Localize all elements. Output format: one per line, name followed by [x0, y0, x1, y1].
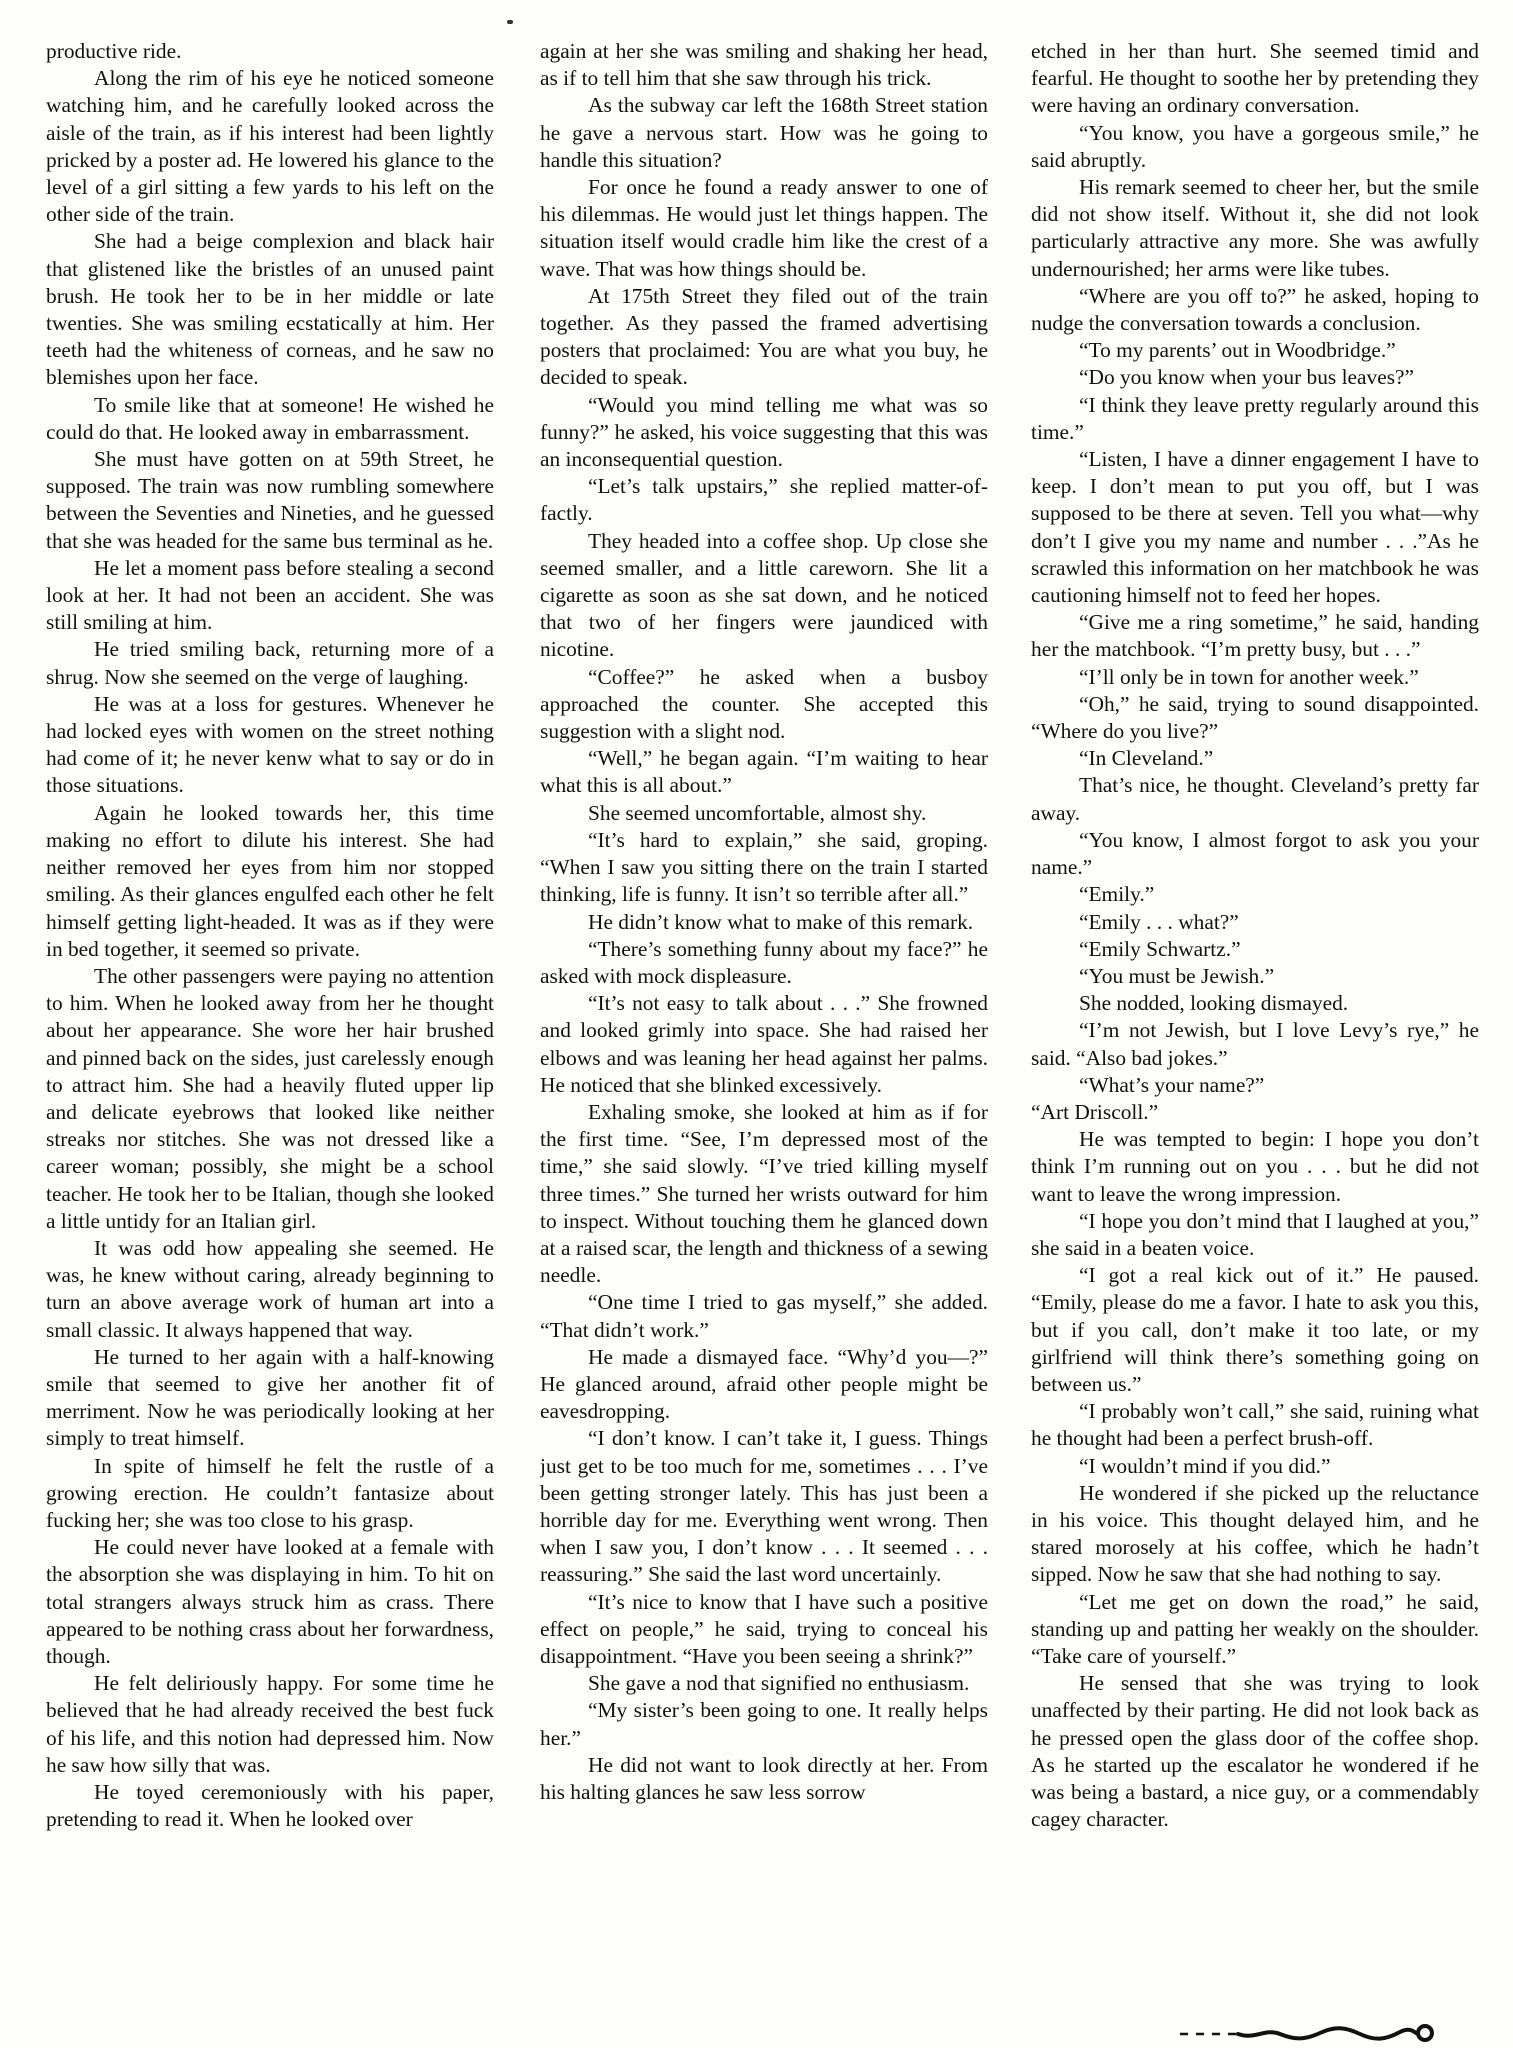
paragraph: “I probably won’t call,” she said, ruining what he thought had been a perfect brush-off. [1031, 1399, 1479, 1451]
paragraph: He made a dismayed face. “Why’d you—?” He glanced around, afraid other people might be eavesdropping. [540, 1344, 988, 1424]
paragraph: He wondered if she picked up the reluctance in his voice. This thought delayed him, and he stared morosely at his coffee, which he hadn’t sipped. Now he saw that she had nothing to say. [1031, 1480, 1479, 1587]
paragraph: “In Cleveland.” [1079, 746, 1214, 771]
paragraph: “Emily . . . what?” [1079, 909, 1239, 934]
paragraph: He let a moment pass before stealing a second look at her. It had not been an accident. She was still smiling at him. [46, 555, 494, 635]
paragraph: “It’s not easy to talk about . . .” She frowned and looked grimly into space. She had raised her elbows and was leaning her head against her palms. He noticed that she blinked excessively. [540, 991, 988, 1097]
paragraph: “I’m not Jewish, but I love Levy’s rye,” he said. “Also bad jokes.” [1031, 1018, 1479, 1070]
paragraph: “I don’t know. I can’t take it, I guess. Things just get to be too much for me, sometimes . . . I’ve been getting stronger lately. This has just been a horrible day for me. Everything went wrong. Then when I saw you, I don’t know . . . It seemed . . . reassuring.” She said the last word uncertainly. [540, 1426, 988, 1587]
paragraph: “Let me get on down the road,” he said, standing up and patting her weakly on the shoulder. “Take care of yourself.” [1031, 1589, 1479, 1668]
paragraph: She gave a nod that signified no enthusiasm. [588, 1671, 970, 1696]
paragraph: “It’s nice to know that I have such a positive effect on people,” he said, trying to conceal his disappointment. “Have you been seeing a shrink?” [540, 1589, 988, 1668]
text-column-1 [46, 38, 494, 2028]
paragraph: He turned to her again with a half-knowing smile that seemed to give her another fit of merriment. Now he was periodically looking at her simply to treat himself. [46, 1344, 494, 1451]
paragraph: productive ride. [46, 39, 182, 63]
paragraph: “Emily.” [1079, 882, 1155, 907]
paragraph: He sensed that she was trying to look unaffected by their parting. He did not look back as he pressed open the glass door of the coffee shop. As he started up the escalator he wondered if he was being a bastard, a nice guy, or a commendably cagey character. [1031, 1671, 1479, 1832]
paragraph: “Emily Schwartz.” [1079, 936, 1241, 961]
paragraph: “I’ll only be in town for another week.” [1079, 664, 1419, 689]
text-column-3 [1031, 38, 1479, 2028]
paragraph: “Well,” he began again. “I’m waiting to hear what this is all about.” [540, 746, 988, 798]
paragraph: He was tempted to begin: I hope you don’t think I’m running out on you . . . but he did not want to leave the wrong impression. [1031, 1127, 1479, 1206]
paragraph: “It’s hard to explain,” she said, groping. “When I saw you sitting there on the train I started thinking, life is funny. It isn’t so terrible after all.” [540, 827, 988, 907]
paragraph: He could never have looked at a female with the absorption she was displaying in him. To hit on total strangers always struck him as crass. There appeared to be nothing crass about her forwardness, though. [46, 1535, 494, 1668]
ink-speck [507, 20, 513, 24]
paragraph: She must have gotten on at 59th Street, he supposed. The train was now rumbling somewhere between the Seventies and Nineties, and he guessed that she was headed for the same bus terminal as he. [46, 447, 494, 553]
paragraph: again at her she was smiling and shaking her head, as if to tell him that she saw through his trick. [540, 39, 988, 91]
paragraph: “To my parents’ out in Woodbridge.” [1079, 338, 1396, 363]
paragraph: “There’s something funny about my face?” he asked with mock displeasure. [540, 936, 988, 988]
paragraph: He did not want to look directly at her. From his halting glances he saw less sorrow [540, 1752, 988, 1804]
paragraph: etched in her than hurt. She seemed timid and fearful. He thought to soothe her by pretending they were having an ordinary conversation. [1031, 39, 1479, 118]
paragraph: “What’s your name?” [1079, 1072, 1265, 1097]
paragraph: It was odd how appealing she seemed. He was, he knew without caring, already beginning to turn an above average work of human art into a small classic. It always happened that way. [46, 1235, 494, 1342]
paragraph: “Do you know when your bus leaves?” [1079, 365, 1415, 390]
paragraph: “Would you mind telling me what was so funny?” he asked, his voice suggesting that this was an inconsequential question. [540, 392, 988, 472]
paragraph: As the subway car left the 168th Street station he gave a nervous start. How was he going to handle this situation? [540, 93, 988, 172]
paragraph: “You must be Jewish.” [1079, 963, 1275, 988]
paragraph: “You know, I almost forgot to ask you your name.” [1031, 827, 1479, 880]
paragraph: “I got a real kick out of it.” He paused. “Emily, please do me a favor. I hate to ask you this, but if you call, don’t make it too late, or my girlfriend will think there’s something going on between us.” [1031, 1263, 1479, 1396]
paragraph: “Give me a ring sometime,” he said, handing her the matchbook. “I’m pretty busy, but . . .” [1031, 610, 1479, 662]
paragraph: She nodded, looking dismayed. [1079, 991, 1349, 1016]
paragraph: “Coffee?” he asked when a busboy approached the counter. She accepted this suggestion with a slight nod. [540, 664, 988, 744]
paragraph: He tried smiling back, returning more of a shrug. Now she seemed on the verge of laughing. [46, 637, 494, 689]
end-of-story-squiggle-icon [1180, 2018, 1480, 2048]
paragraph: “I hope you don’t mind that I laughed at you,” she said in a beaten voice. [1031, 1208, 1479, 1260]
paragraph: “Listen, I have a dinner engagement I have to keep. I don’t mean to put you off, but I was supposed to be there at seven. Tell you what—why don’t I give you my name and number . . .”As he scrawled this information on her matchbook he was cautioning himself not to feed her hopes. [1031, 447, 1479, 608]
paragraph: “Let’s talk upstairs,” she replied matter-of-factly. [540, 474, 988, 526]
paragraph: His remark seemed to cheer her, but the smile did not show itself. Without it, she did not look particularly attractive any more. She was awfully undernourished; her arms were like tubes. [1031, 175, 1479, 281]
paragraph: To smile like that at someone! He wished he could do that. He looked away in embarrassment. [46, 392, 494, 444]
paragraph: Along the rim of his eye he noticed someone watching him, and he carefully looked across the aisle of the train, as if his interest had been lightly pricked by a poster ad. He lowered his glance to the level of a girl sitting a few yards to his left on the other side of the train. [46, 66, 494, 227]
paragraph: The other passengers were paying no attention to him. When he looked away from her he thought about her appearance. She wore her hair brushed and pinned back on the sides, just carelessly enough to attract him. She had a heavily fluted upper lip and delicate eyebrows that looked like neither streaks nor stitches. She was not dressed like a career woman; possibly, she might be a school teacher. He took her to be Italian, though she looked a little untidy for an Italian girl. [46, 963, 494, 1233]
paragraph: He was at a loss for gestures. Whenever he had locked eyes with women on the street nothing had come of it; he never kenw what to say or do in those situations. [46, 691, 494, 798]
paragraph: In spite of himself he felt the rustle of a growing erection. He couldn’t fantasize about fucking her; she was too close to his grasp. [46, 1453, 494, 1532]
paragraph: Again he looked towards her, this time making no effort to dilute his interest. She had neither removed her eyes from him nor stopped smiling. As their glances engulfed each other he felt himself getting light-headed. It was as if they were in bed together, it seemed so private. [46, 800, 494, 961]
paragraph: That’s nice, he thought. Cleveland’s pretty far away. [1031, 773, 1479, 825]
paragraph: She had a beige complexion and black hair that glistened like the bristles of an unused paint brush. He took her to be in her middle or late twenties. She was smiling ecstatically at him. Her teeth had the whiteness of corneas, and he saw no blemishes upon her face. [46, 229, 494, 390]
paragraph: “Where are you off to?” he asked, hoping to nudge the conversation towards a conclusion. [1031, 283, 1479, 336]
paragraph: He felt deliriously happy. For some time he believed that he had already received the best fuck of his life, and this notion had depressed him. Now he saw how silly that was. [46, 1671, 494, 1777]
paragraph: Exhaling smoke, she looked at him as if for the first time. “See, I’m depressed most of the time,” she said slowly. “I’ve tried killing myself three times.” She turned her wrists outward for him to inspect. Without touching them he glanced down at a raised scar, the length and thickness of a sewing needle. [540, 1099, 988, 1288]
paragraph: He didn’t know what to make of this remark. [588, 909, 974, 934]
paragraph: “One time I tried to gas myself,” she added. “That didn’t work.” [540, 1290, 988, 1342]
paragraph: They headed into a coffee shop. Up close she seemed smaller, and a little careworn. She lit a cigarette as soon as she sat down, and he noticed that two of her fingers were jaundiced with nicotine. [540, 528, 988, 662]
paragraph: She seemed uncomfortable, almost shy. [588, 800, 927, 825]
paragraph: “Oh,” he said, trying to sound disappointed. “Where do you live?” [1031, 691, 1479, 744]
paragraph: “My sister’s been going to one. It really helps her.” [540, 1698, 988, 1750]
paragraph: He toyed ceremoniously with his paper, pretending to read it. When he looked over [46, 1780, 494, 1832]
paragraph: “I think they leave pretty regularly around this time.” [1031, 392, 1479, 444]
paragraph: For once he found a ready answer to one of his dilemmas. He would just let things happen. The situation itself would cradle him like the crest of a wave. That was how things should be. [540, 175, 988, 281]
paragraph: “You know, you have a gorgeous smile,” he said abruptly. [1031, 120, 1479, 172]
paragraph: “Art Driscoll.” [1031, 1099, 1159, 1124]
paragraph: At 175th Street they filed out of the train together. As they passed the framed advertising posters that proclaimed: You are what you buy, he decided to speak. [540, 283, 988, 390]
text-column-2 [540, 38, 988, 2028]
paragraph: “I wouldn’t mind if you did.” [1079, 1453, 1331, 1478]
